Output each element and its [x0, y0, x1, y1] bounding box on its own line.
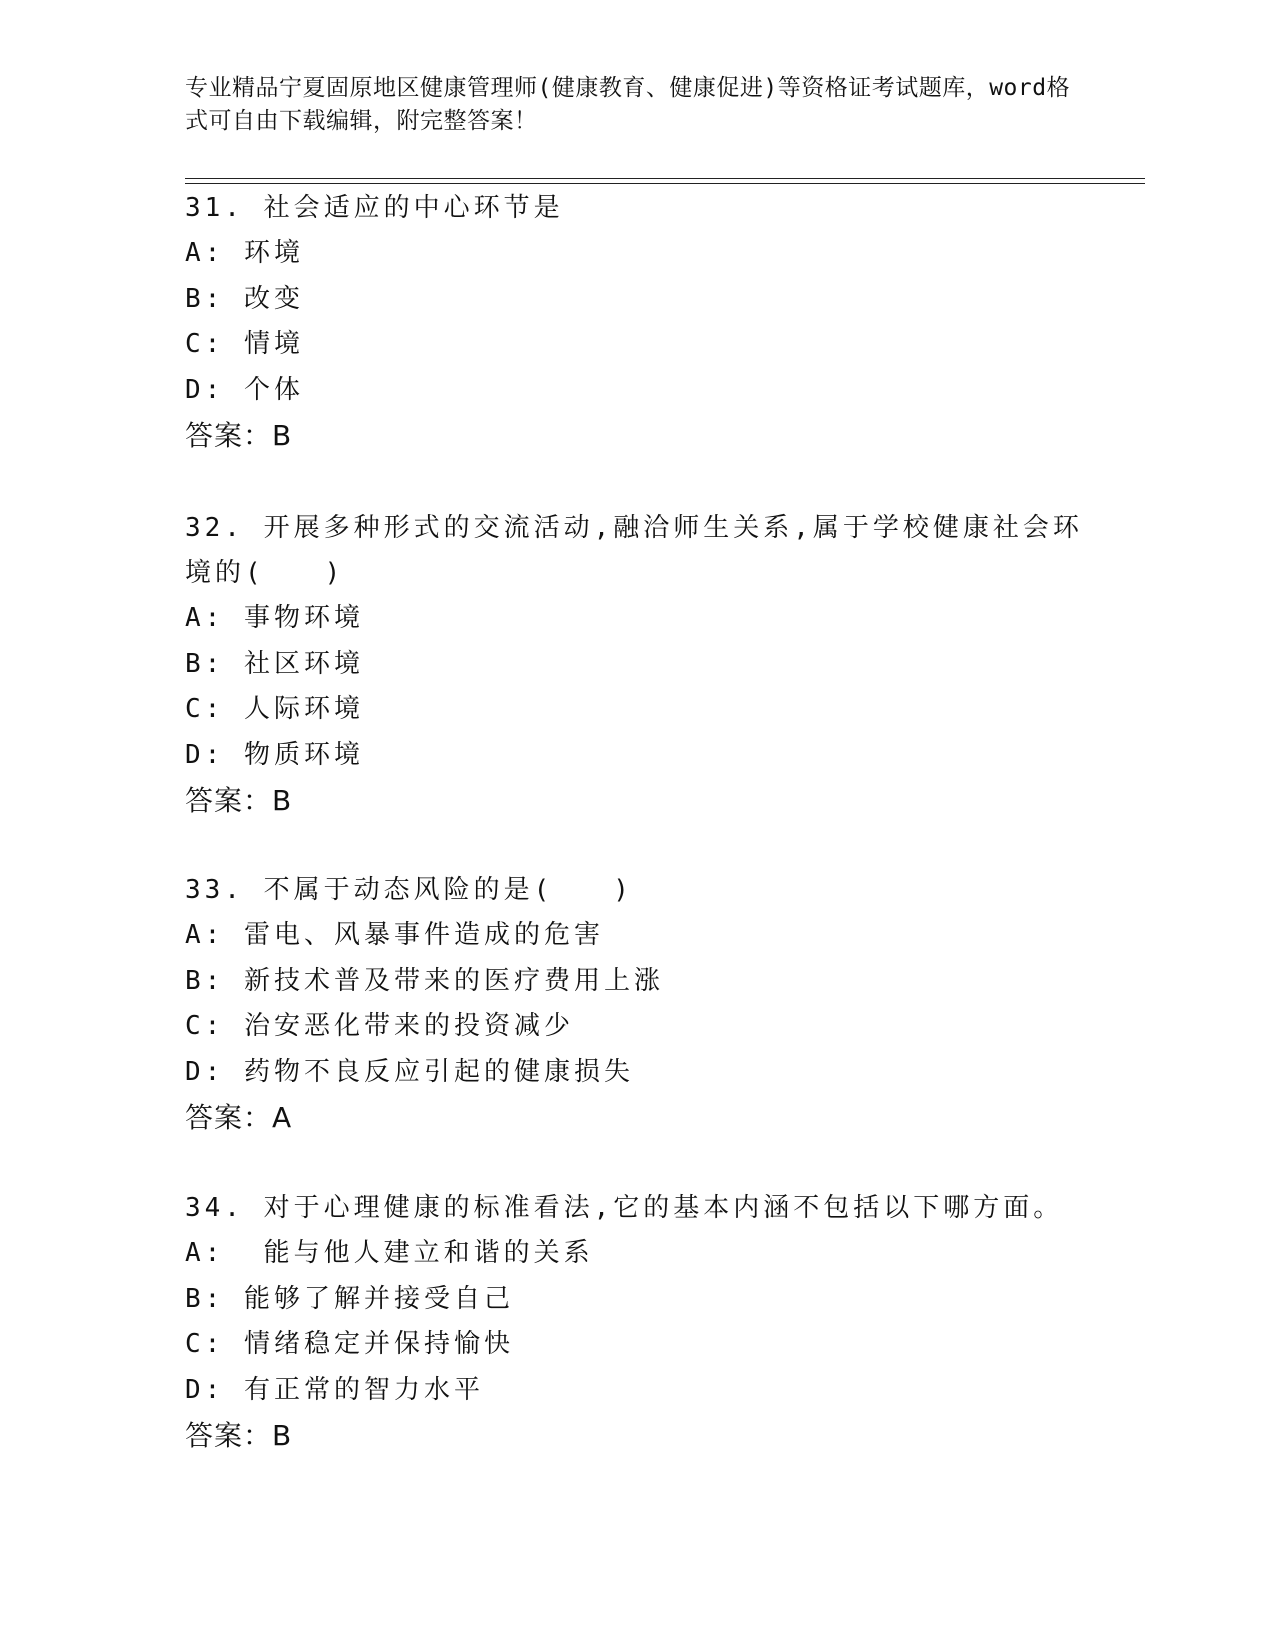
question-stem: 32. 开展多种形式的交流活动,融洽师生关系,属于学校健康社会环境的( )	[185, 513, 1083, 588]
question-32	[185, 506, 1085, 823]
answer: 答案：B	[185, 784, 293, 817]
option-a: A: 能与他人建立和谐的关系	[185, 1238, 594, 1268]
option-b: B: 新技术普及带来的医疗费用上涨	[185, 965, 664, 996]
option-d: D: 药物不良反应引起的健康损失	[185, 1056, 634, 1087]
option-a: A: 环境	[185, 238, 304, 268]
option-b: B: 社区环境	[185, 648, 364, 679]
option-d: D: 有正常的智力水平	[185, 1374, 484, 1405]
option-c: C: 治安恶化带来的投资减少	[185, 1011, 574, 1041]
option-b: B: 能够了解并接受自己	[185, 1283, 514, 1314]
question-stem: 34. 对于心理健康的标准看法,它的基本内涵不包括以下哪方面。	[185, 1193, 1064, 1223]
question-31	[185, 186, 1085, 458]
header-divider-top	[185, 178, 1145, 179]
answer: 答案：B	[185, 419, 293, 452]
option-a: A: 雷电、风暴事件造成的危害	[185, 920, 604, 950]
question-33	[185, 868, 1085, 1140]
header-divider-bottom	[185, 183, 1145, 184]
answer: 答案：B	[185, 1419, 293, 1452]
option-c: C: 情境	[185, 329, 304, 359]
option-d: D: 个体	[185, 374, 304, 405]
option-c: C: 情绪稳定并保持愉快	[185, 1329, 514, 1359]
question-stem: 31. 社会适应的中心环节是	[185, 193, 564, 223]
question-34	[185, 1186, 1085, 1458]
option-c: C: 人际环境	[185, 694, 364, 724]
option-b: B: 改变	[185, 283, 304, 314]
option-d: D: 物质环境	[185, 739, 364, 770]
option-a: A: 事物环境	[185, 603, 364, 633]
question-stem: 33. 不属于动态风险的是( )	[185, 875, 633, 905]
answer: 答案：A	[185, 1101, 293, 1134]
document-header: 专业精品宁夏固原地区健康管理师(健康教育、健康促进)等资格证考试题库，word格式可自由下载编辑，附完整答案！	[185, 75, 1071, 134]
